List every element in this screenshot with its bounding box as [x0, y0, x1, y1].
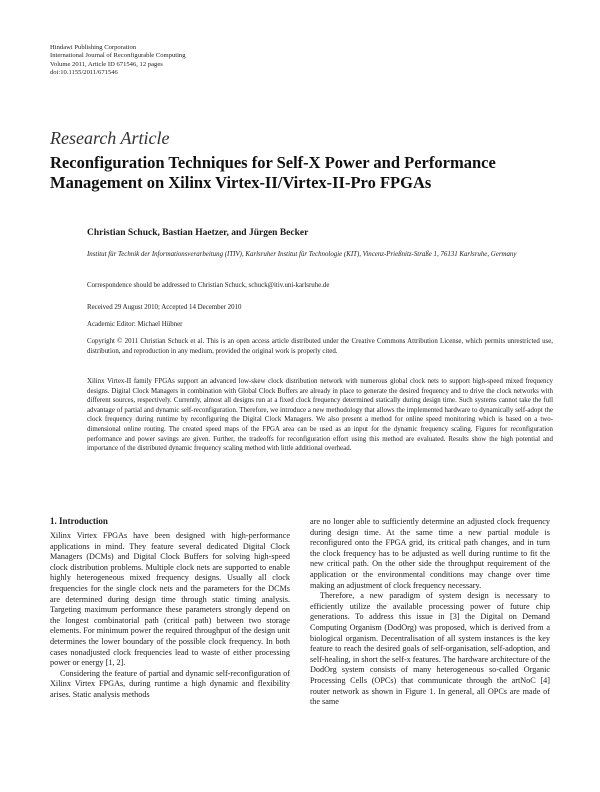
- paragraph: Therefore, a new paradigm of system design is necessary to efficiently utilize the available processing power of future chip generations. To address this issue in [3] the Digital on Demand Computing Organism (DodOrg) was proposed, which is derived from a biological organism. Decentralisation of all system instances is the key feature to reach the desired goals of self-organisation, self-adoption, and self-healing, in short the self-x features. The hardware architecture of the DodOrg system consists of many heterogeneous so-called Organic Processing Cells (OPCs) that communicate through the artNoC [4] router network as shown in Figure 1. In general, all OPCs are made of the same: [310, 591, 550, 707]
- publisher-line: Hindawi Publishing Corporation: [50, 44, 137, 51]
- copyright-notice: Copyright © 2011 Christian Schuck et al. This is an open access article distributed under the Creative Commons Attribution License, which permits unrestricted use, distribution, and reproduction in any medium, provided the original work is properly cited.: [87, 338, 553, 355]
- body-column-right: [310, 517, 550, 708]
- section-heading: 1. Introduction: [50, 516, 108, 526]
- author-list: Christian Schuck, Bastian Haetzer, and Jürgen Becker: [87, 228, 309, 238]
- abstract: Xilinx Virtex-II family FPGAs support an advanced low-skew clock distribution network with numerous global clock nets to support high-speed mixed frequency designs. Digital Clock Managers in combination with Global Clock Buffers are already in place to generate the desired frequency and to drive the clock networks with different sources, respectively. Currently, almost all designs run at a fixed clock frequency determined statically during design time. Such systems cannot take the full advantage of partial and dynamic self-reconfiguration. Therefore, we introduce a new methodology that allows the implemented hardware to dynamically self-adopt the clock frequency during runtime by reconfiguring the Digital Clock Managers. We also present a method for online speed monitoring which is based on a two-dimensional online routing. The created speed maps of the FPGA area can be used as an input for the dynamic frequency scaling. Figures for reconfiguration performance and power savings are given. Further, the tradeoffs for reconfiguration effort using this method are evaluated. Results show the high potential and importance of the distributed dynamic frequency scaling method with little additional overhead.: [87, 378, 553, 453]
- affiliation: Institut für Technik der Informationsverarbeitung (ITIV), Karlsruher Institut für Technologie (KIT), Vincenz-Prießnitz-Straße 1, 76131 Karlsruhe, Germany: [87, 251, 517, 258]
- correspondence: Correspondence should be addressed to Christian Schuck, schuck@itiv.uni-karlsruhe.de: [87, 282, 330, 289]
- paper-title: Reconfiguration Techniques for Self-X Power and Performance Management on Xilinx Virtex-II/Virtex-II-Pro FPGAs: [50, 153, 496, 192]
- academic-editor: Academic Editor: Michael Hübner: [87, 321, 183, 328]
- doi-line: doi:10.1155/2011/671546: [50, 68, 118, 76]
- body-column-left: [50, 531, 290, 701]
- volume-line: Volume 2011, Article ID 671546, 12 pages: [50, 60, 163, 68]
- article-type: Research Article: [50, 128, 170, 148]
- paragraph: Xilinx Virtex FPGAs have been designed with high-performance applications in mind. They feature several dedicated Digital Clock Managers (DCMs) and Digital Clock Buffers for solving high-speed clock distribution problems. Multiple clock nets are supported to enable highly heterogeneous mixed frequency designs. Usually all clock frequencies for the single clock nets and the parameters for the DCMs are determined during design time through static timing analysis. Targeting maximum performance these parameters strongly depend on the longest combinatorial path (critical path) between two storage elements. For minimum power the required throughput of the design unit determines the lower boundary of the possible clock frequency. In both cases nonadjusted clock frequencies lead to waste of either processing power or energy [1, 2].: [50, 531, 290, 668]
- journal-line: International Journal of Reconfigurable Computing: [50, 52, 186, 60]
- paragraph: are no longer able to sufficiently determine an adjusted clock frequency during design time. At the same time a new partial module is reconfigured onto the FPGA grid, its critical path changes, and in turn the clock frequency has to be adjusted as well during runtime to fit the new critical path. On the other side the throughput requirement of the application or the environmental conditions may change over time making an adjustment of clock frequency necessary.: [310, 517, 550, 590]
- received-accepted-dates: Received 29 August 2010; Accepted 14 December 2010: [87, 304, 242, 311]
- paragraph: Considering the feature of partial and dynamic self-reconfiguration of Xilinx Virtex FPGAs, during runtime a high dynamic and flexibility arises. Static analysis methods: [50, 668, 290, 699]
- journal-header: [50, 44, 186, 77]
